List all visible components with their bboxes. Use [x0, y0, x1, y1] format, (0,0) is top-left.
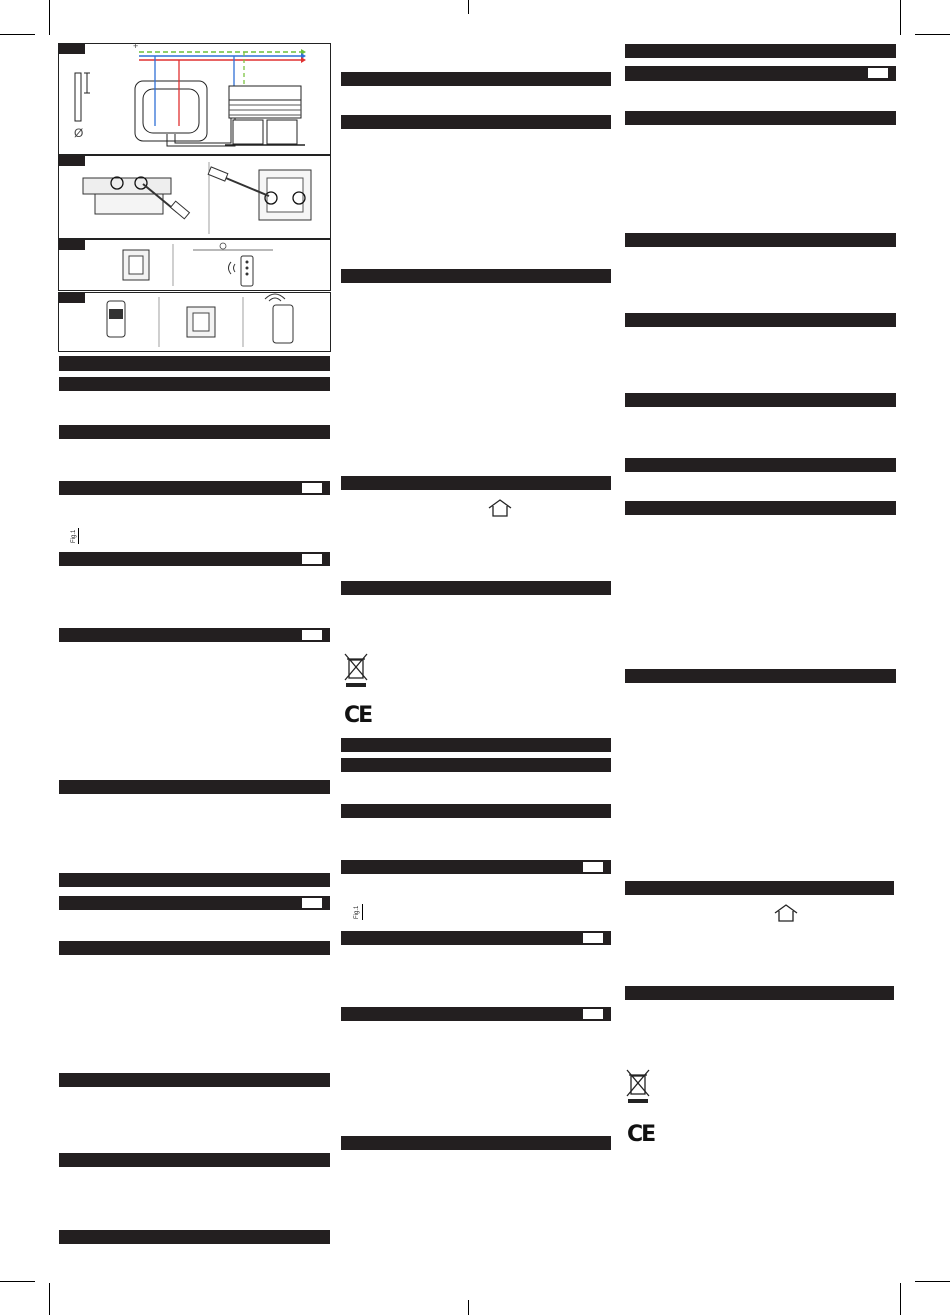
section-header-bar: [59, 628, 330, 642]
plus-sign-label: +: [133, 41, 139, 51]
ce-mark-icon: CE: [344, 703, 372, 728]
section-header-bar: [59, 941, 330, 955]
section-header-bar: [59, 356, 330, 371]
weee-bin-icon: [626, 1068, 652, 1104]
section-header-bar: [625, 393, 896, 407]
figure-ref-tag: [302, 630, 322, 640]
section-header-bar: [59, 780, 330, 794]
diameter-sign-label: Ø: [74, 126, 84, 140]
fig-label-line: [78, 528, 79, 544]
crop-mark-bl-v: [49, 1283, 50, 1315]
section-header-bar: [341, 931, 611, 945]
section-header-bar: [341, 738, 611, 752]
section-header-bar: [59, 425, 330, 439]
crop-mark-tl-h: [0, 34, 35, 35]
smartphone-icon: [59, 293, 330, 351]
fig-label: Fig.1: [354, 905, 360, 919]
weee-bin-icon: [344, 652, 370, 688]
section-header-bar: [625, 881, 894, 895]
wiring-diagram: [59, 44, 330, 154]
crop-mark-bottom-mid: [468, 1300, 469, 1315]
fig-label: Fig.1: [71, 529, 77, 543]
section-header-bar: [625, 313, 896, 327]
fig-label-line: [362, 904, 363, 920]
crop-mark-top-mid: [468, 0, 469, 14]
section-header-bar: [341, 1007, 611, 1021]
section-header-bar: [59, 1073, 330, 1087]
section-header-bar: [625, 458, 896, 472]
home-icon: [487, 498, 513, 518]
section-header-bar: [625, 501, 896, 515]
ce-mark-icon: CE: [627, 1122, 655, 1147]
section-header-bar: [341, 269, 611, 283]
figure-ref-tag: [302, 554, 322, 564]
section-header-bar: [625, 44, 896, 58]
section-header-bar: [625, 669, 896, 683]
smartphone-panel: [58, 292, 331, 352]
figure-ref-tag: [302, 898, 322, 908]
section-header-bar: [341, 581, 611, 595]
section-header-bar: [341, 476, 611, 490]
wiring-diagram-panel: [58, 43, 331, 155]
figure-ref-tag: [302, 483, 322, 493]
remote-control-icon: [59, 240, 330, 290]
section-header-bar: [59, 896, 330, 910]
section-header-bar: [625, 66, 896, 81]
section-header-bar: [59, 552, 330, 566]
section-header-bar: [625, 986, 894, 1000]
section-header-bar: [59, 1230, 330, 1244]
section-header-bar: [341, 804, 611, 818]
crop-mark-tr-v: [900, 0, 901, 35]
section-header-bar: [59, 1153, 330, 1167]
section-header-bar: [341, 860, 611, 874]
crop-mark-bl-h: [0, 1281, 35, 1282]
figure-ref-tag: [583, 933, 603, 943]
section-header-bar: [59, 873, 330, 887]
remote-pairing-panel: [58, 239, 331, 291]
section-header-bar: [59, 481, 330, 495]
mounting-panel: [58, 155, 331, 239]
figure-ref-tag: [583, 1009, 603, 1019]
figure-ref-tag: [583, 862, 603, 872]
section-header-bar: [625, 233, 896, 247]
crop-mark-br-v: [900, 1283, 901, 1315]
section-header-bar: [341, 72, 611, 86]
section-header-bar: [341, 115, 611, 129]
crop-mark-br-h: [915, 1281, 950, 1282]
crop-mark-tr-h: [915, 34, 950, 35]
section-header-bar: [625, 111, 896, 125]
figure-ref-tag: [868, 68, 888, 78]
section-header-bar: [341, 1136, 611, 1150]
crop-mark-tl-v: [49, 0, 50, 35]
home-icon: [773, 903, 799, 923]
section-header-bar: [59, 377, 330, 391]
section-header-bar: [341, 758, 611, 772]
screwdriver-icon: [59, 156, 330, 238]
